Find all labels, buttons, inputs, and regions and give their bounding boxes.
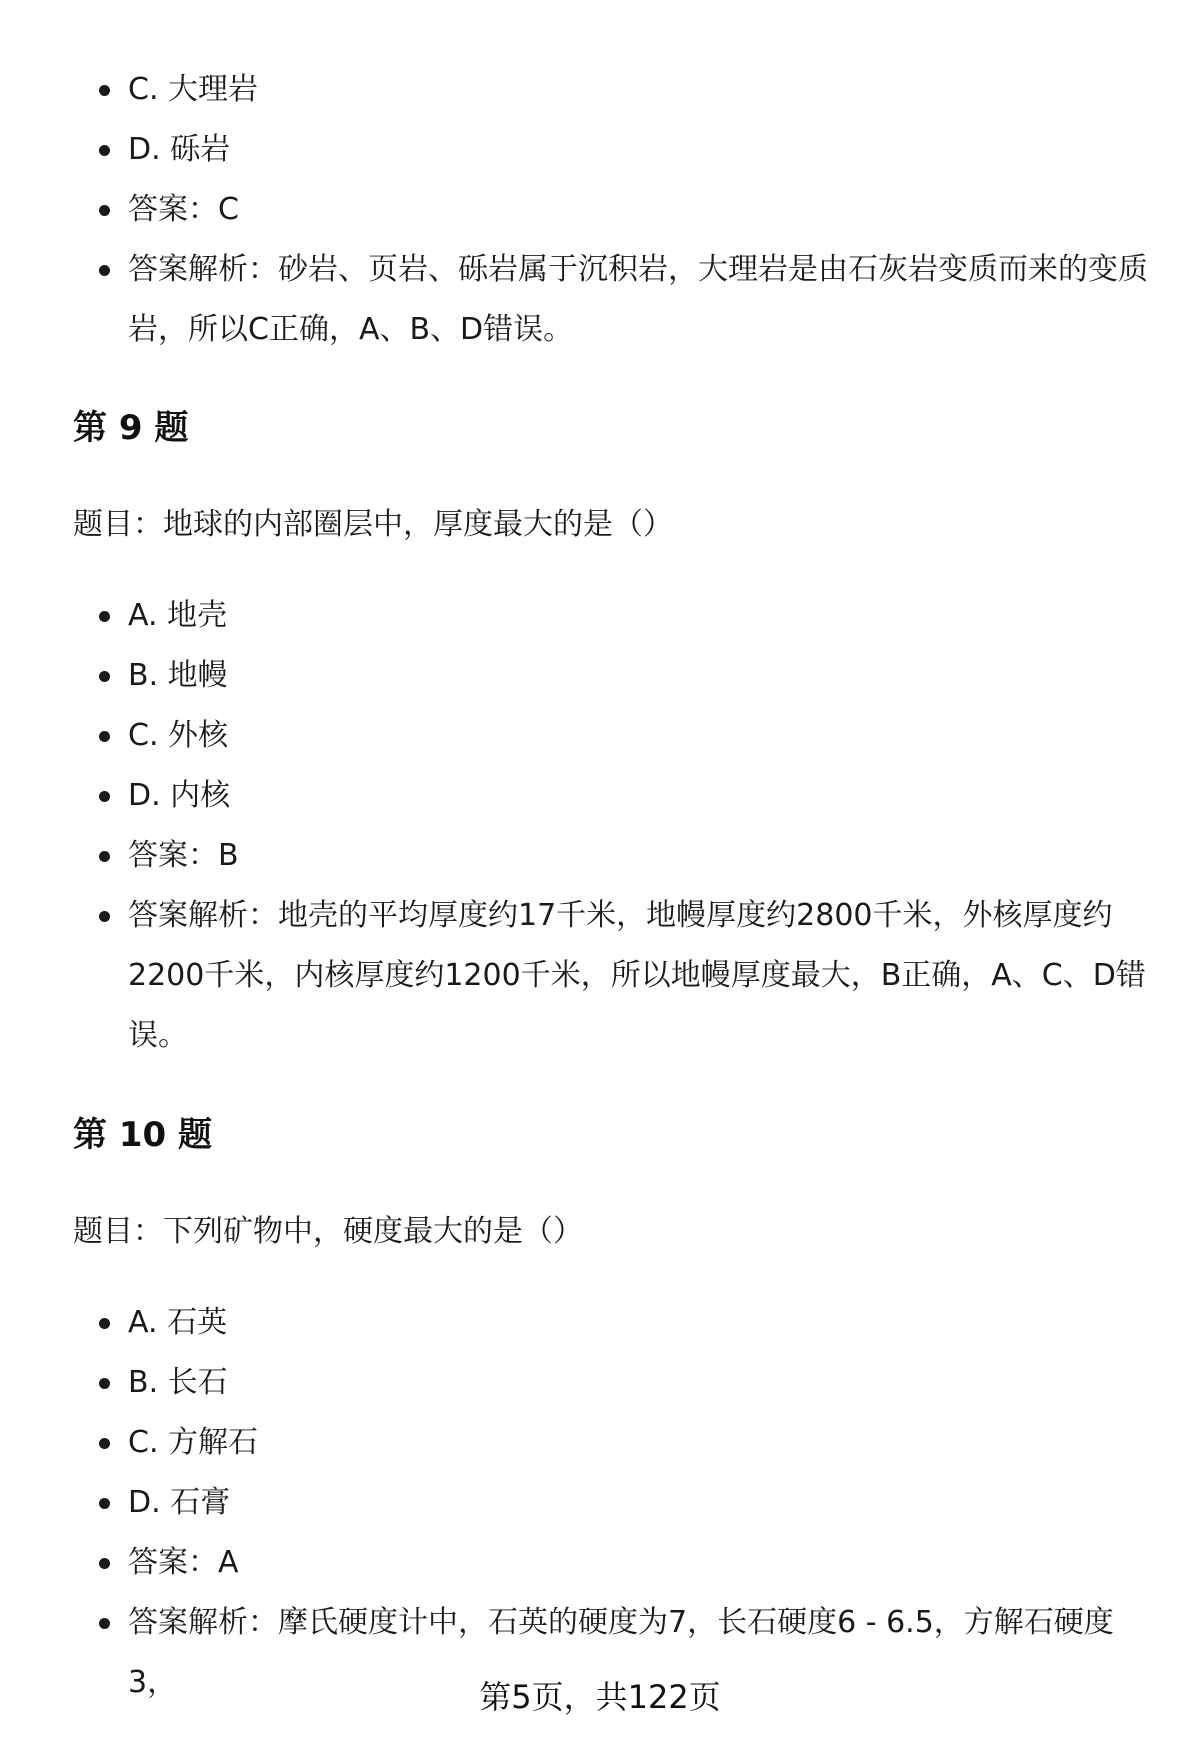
page-number: 第5页，共122页 <box>479 1678 721 1716</box>
question-stem: 题目：下列矿物中，硬度最大的是（） <box>73 1214 583 1249</box>
question-stem: 题目：地球的内部圈层中，厚度最大的是（） <box>73 507 673 542</box>
question-heading: 第 9 题 <box>73 408 189 448</box>
question-8-options-tail <box>0 60 1200 360</box>
answer-explanation: 答案解析：摩氏硬度计中，石英的硬度为7，长石硬度6 - 6.5，方解石硬度3， <box>0 1593 1200 1713</box>
option-d: D. 砾岩 <box>0 120 1200 180</box>
option-a: A. 地壳 <box>0 586 1200 646</box>
option-c: C. 外核 <box>0 706 1200 766</box>
answer-explanation: 答案解析：砂岩、页岩、砾岩属于沉积岩，大理岩是由石灰岩变质而来的变质岩，所以C正确，A、B、D错误。 <box>0 240 1200 360</box>
option-c: C. 方解石 <box>0 1413 1200 1473</box>
question-heading: 第 10 题 <box>73 1115 212 1155</box>
question-10-options <box>0 1293 1200 1713</box>
option-d: D. 内核 <box>0 766 1200 826</box>
answer: 答案：B <box>0 826 1200 886</box>
option-b: B. 长石 <box>0 1353 1200 1413</box>
option-b: B. 地幔 <box>0 646 1200 706</box>
answer-explanation: 答案解析：地壳的平均厚度约17千米，地幔厚度约2800千米，外核厚度约2200千米，内核厚度约1200千米，所以地幔厚度最大，B正确，A、C、D错误。 <box>0 886 1200 1066</box>
answer: 答案：C <box>0 180 1200 240</box>
answer: 答案：A <box>0 1533 1200 1593</box>
question-9-options <box>0 586 1200 1066</box>
option-a: A. 石英 <box>0 1293 1200 1353</box>
option-d: D. 石膏 <box>0 1473 1200 1533</box>
option-c: C. 大理岩 <box>0 60 1200 120</box>
